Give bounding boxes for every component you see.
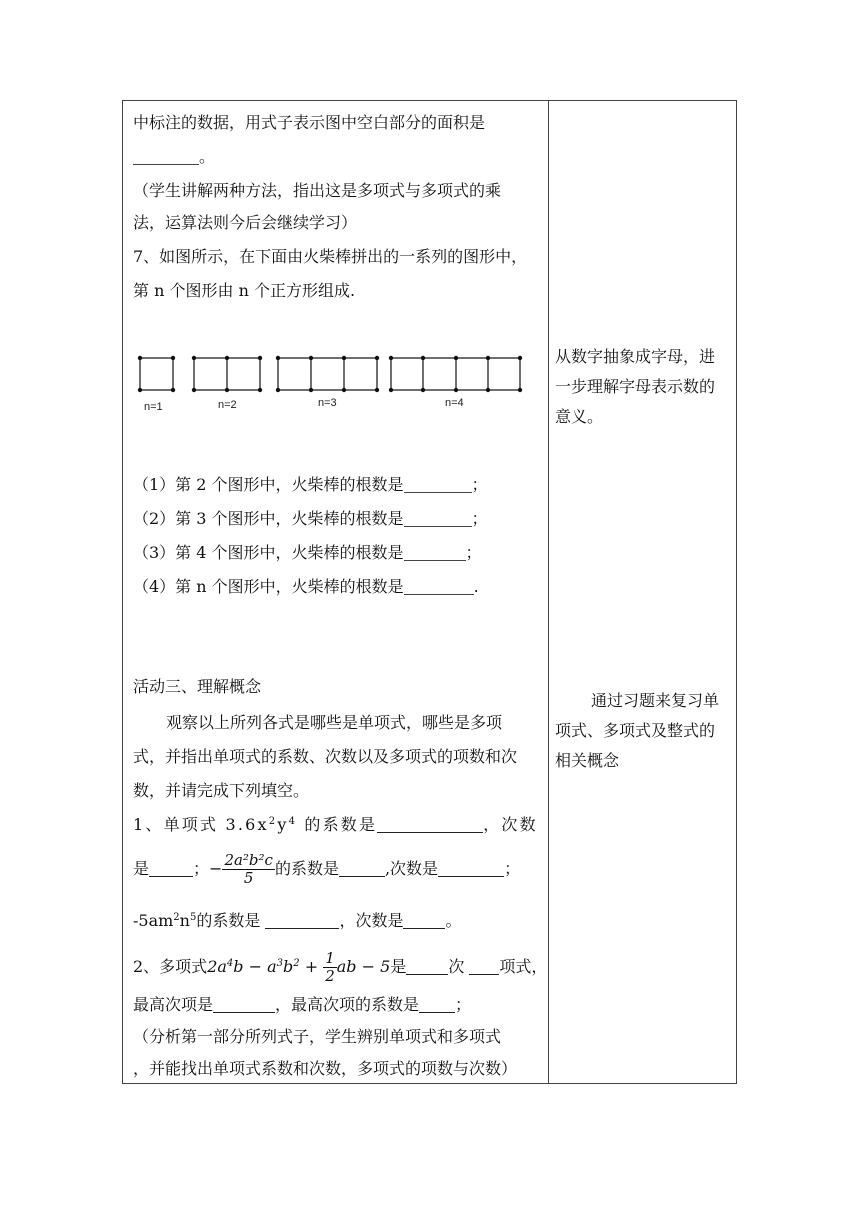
side-note-1: 从数字抽象成字母，进 一步理解字母表示数的 意义。	[555, 347, 716, 426]
figure-label-n2: n=2	[218, 399, 237, 411]
answer-blank	[404, 578, 474, 595]
sub-question-1: （1）第 2 个图形中，火柴棒的根数是 ；	[133, 475, 488, 494]
polynomial-expression: $2a^4b - a^3b^2$ + $\frac{1}{2}$ ab − 5	[207, 949, 391, 985]
answer-blank	[403, 912, 445, 929]
answer-blank	[404, 476, 472, 493]
answer-blank	[339, 860, 385, 877]
note-line-1: （学生讲解两种方法，指出这是多项式与多项式的乘	[133, 181, 502, 200]
side-note-2: 通过习题来复习单 项式、多项式及整式的 相关概念	[555, 691, 720, 770]
intro-line-1: 中标注的数据，用式子表示图中空白部分的面积是	[133, 113, 486, 132]
sub-question-3: （3）第 4 个图形中，火柴棒的根数是 ；	[133, 543, 482, 562]
question-2-line-1: 2、多项式$2a^4b - a^3b^2$ + $\frac{1}{2}$ ab − 5是 次 项式，	[133, 949, 548, 985]
question-2-line-2: 最高次项是 ，最高次项的系数是 ；	[133, 995, 472, 1014]
note-line-2: 法，运算法则今后会继续学习）	[133, 213, 358, 232]
figure-label-n4: n=4	[445, 397, 464, 409]
question-7-line-2: 第 n 个图形由 n 个正方形组成.	[133, 281, 356, 300]
column-divider	[548, 101, 549, 1083]
figure-n2	[194, 358, 260, 390]
analysis-line-2: ，并能找出单项式系数和次数，多项式的项数与次数）	[133, 1059, 518, 1078]
answer-blank	[419, 996, 455, 1013]
observe-line-3: 数，并请完成下列填空。	[133, 781, 310, 800]
matchstick-figures	[130, 350, 530, 420]
fraction-expression: $\frac{\text{2a²b²c}}{5}$	[224, 851, 273, 887]
observe-line-1: 观察以上所列各式是哪些是单项式，哪些是多项	[166, 713, 503, 732]
figure-n1	[140, 358, 173, 390]
intro-line-2: 。	[133, 146, 215, 168]
question-1-line-3: $-5am^2n^5$的系数是 ，次数是 。	[133, 911, 462, 930]
question-7-line-1: 7、如图所示，在下面由火柴棒拼出的一系列的图形中，	[133, 247, 528, 266]
answer-blank	[213, 996, 275, 1013]
figure-n4	[391, 358, 520, 390]
answer-blank	[133, 148, 199, 165]
activity-title: 活动三、理解概念	[133, 677, 262, 696]
answer-blank	[377, 816, 483, 833]
analysis-line-1: （分析第一部分所列式子，学生辨别单项式和多项式	[133, 1027, 502, 1046]
answer-blank	[149, 860, 193, 877]
question-1-line-1: 1、单项式 $3.6x^2y^4$ 的系数是 ，次数	[133, 815, 538, 834]
observe-line-2: 式，并指出单项式的系数、次数以及多项式的项数和次	[133, 747, 518, 766]
sub-question-4: （4）第 n 个图形中，火柴棒的根数是 .	[133, 577, 479, 596]
question-1-line-2: 是 ；− $\frac{\text{2a²b²c}}{5}$ 的系数是 ,次数是 ；	[133, 851, 521, 887]
answer-blank	[265, 912, 339, 929]
answer-blank	[406, 958, 448, 975]
answer-blank	[404, 510, 472, 527]
figure-label-n1: n=1	[144, 401, 163, 413]
sub-question-2: （2）第 3 个图形中，火柴棒的根数是 ；	[133, 509, 488, 528]
figure-label-n3: n=3	[318, 397, 337, 409]
answer-blank	[438, 860, 504, 877]
figure-n3	[278, 358, 377, 390]
answer-blank	[404, 544, 466, 561]
answer-blank	[469, 958, 499, 975]
